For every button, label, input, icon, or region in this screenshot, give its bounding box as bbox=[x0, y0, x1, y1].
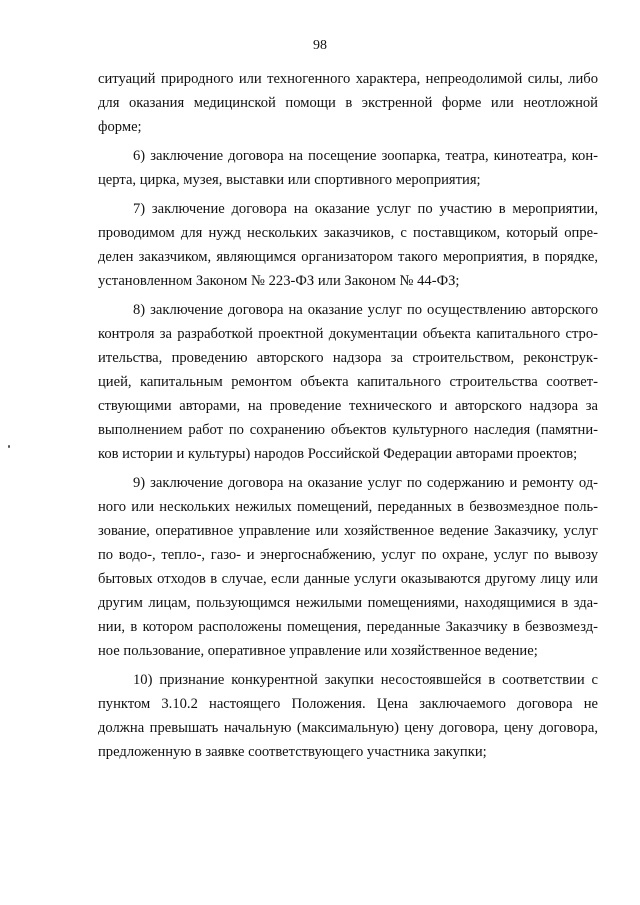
item-9-line-5: бытовых отходов в случае, если данные услуги оказываются другому лицу или bbox=[98, 571, 598, 587]
item-9-line-8: ное пользование, оперативное управление или хозяйственное ведение; bbox=[98, 643, 538, 659]
item-7-line-4: установленном Законом № 223-ФЗ или Законом № 44-ФЗ; bbox=[98, 273, 460, 289]
paragraph-1-line-1: ситуаций природного или техногенного характера, непреодолимой силы, либо bbox=[98, 71, 598, 87]
item-9-line-3: зование, оперативное управление или хозяйственное ведение Заказчику, услуг bbox=[98, 523, 598, 539]
item-9-line-6: другим лицам, пользующимся нежилыми помещениями, находящимися в зда- bbox=[98, 595, 598, 611]
item-8-line-1: 8) заключение договора на оказание услуг по осуществлению авторского bbox=[133, 302, 598, 318]
item-7-line-1: 7) заключение договора на оказание услуг по участию в мероприятии, bbox=[133, 201, 598, 217]
item-9-line-7: нии, в котором расположены помещения, переданные Заказчику в безвозмезд- bbox=[98, 619, 598, 635]
item-7-line-2: проводимом для нужд нескольких заказчиков, с поставщиком, который опре- bbox=[98, 225, 598, 241]
item-9-line-1: 9) заключение договора на оказание услуг по содержанию и ремонту од- bbox=[133, 475, 598, 491]
item-8-line-2: контроля за разработкой проектной документации объекта капитального стро- bbox=[98, 326, 598, 342]
item-9-line-4: по водо-, тепло-, газо- и энергоснабжению, услуг по охране, услуг по вывозу bbox=[98, 547, 598, 563]
item-10-line-2: пунктом 3.10.2 настоящего Положения. Цена заключаемого договора не bbox=[98, 696, 598, 712]
item-8-line-4: цией, капитальным ремонтом объекта капитального строительства соответ- bbox=[98, 374, 598, 390]
page-number: 98 bbox=[313, 38, 327, 53]
item-6-line-2: церта, цирка, музея, выставки или спортивного мероприятия; bbox=[98, 172, 481, 188]
item-8-line-6: выполнением работ по сохранению объектов культурного наследия (памятни- bbox=[98, 422, 598, 438]
item-6-line-1: 6) заключение договора на посещение зоопарка, театра, кинотеатра, кон- bbox=[133, 148, 598, 164]
item-7-line-3: делен заказчиком, являющимся организатором такого мероприятия, в порядке, bbox=[98, 249, 598, 265]
item-8-line-5: ствующими авторами, на проведение технического и авторского надзора за bbox=[98, 398, 598, 414]
item-10-line-3: должна превышать начальную (максимальную) цену договора, цену договора, bbox=[98, 720, 598, 736]
paragraph-1-line-3: форме; bbox=[98, 119, 142, 135]
item-9-line-2: ного или нескольких нежилых помещений, переданных в безвозмездное поль- bbox=[98, 499, 598, 515]
item-10-line-1: 10) признание конкурентной закупки несостоявшейся в соответствии с bbox=[133, 672, 598, 688]
scan-speck bbox=[8, 445, 10, 448]
item-8-line-3: ительства, проведению авторского надзора за строительством, реконструк- bbox=[98, 350, 598, 366]
item-10-line-4: предложенную в заявке соответствующего участника закупки; bbox=[98, 744, 487, 760]
paragraph-1-line-2: для оказания медицинской помощи в экстренной форме или неотложной bbox=[98, 95, 598, 111]
item-8-line-7: ков истории и культуры) народов Российской Федерации авторами проектов; bbox=[98, 446, 578, 462]
